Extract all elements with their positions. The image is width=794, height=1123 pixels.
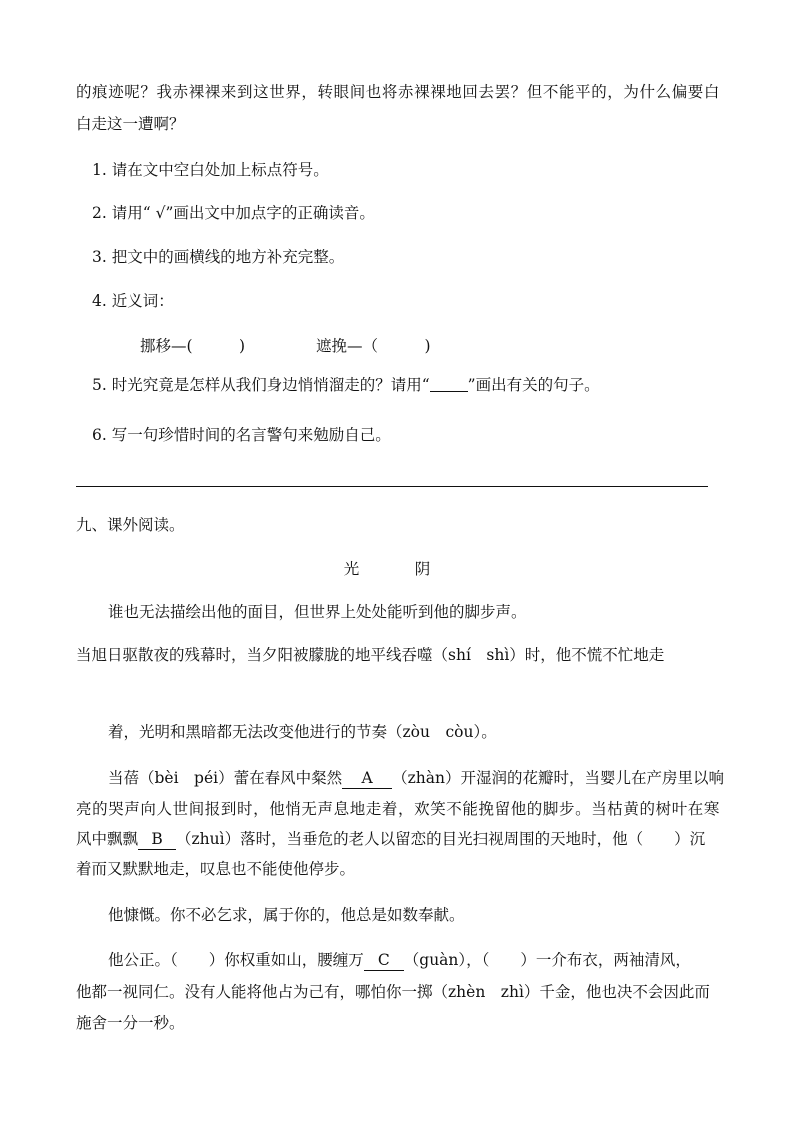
paragraph-text: （zhuì）落时，当垂危的老人以留恋的目光扫视周围的天地时，他（ ）沉 — [176, 830, 706, 848]
synonym-1: 挪移—( ) — [140, 337, 246, 355]
passage-title: 光 阴 — [343, 560, 451, 578]
paragraph: 他慷慨。你不必乞求，属于你的，他总是如数奉献。 — [108, 906, 465, 924]
paragraph-text: 当蓓（bèi péi）蕾在春风中粲然 — [108, 769, 343, 787]
question-4: 4. 近义词： — [92, 292, 174, 310]
question-1: 1. 请在文中空白处加上标点符号。 — [92, 161, 329, 179]
section-heading: 九、课外阅读。 — [76, 516, 185, 534]
paragraph: 当旭日驱散夜的残幕时，当夕阳被朦胧的地平线吞噬（shí shì）时，他不慌不忙地走 — [76, 646, 665, 664]
paragraph: 着而又默默地走，叹息也不能使他停步。 — [76, 860, 356, 878]
blank-c: C — [364, 950, 404, 971]
paragraph — [108, 950, 691, 971]
passage-line: 白走这一遭啊？ — [76, 115, 185, 133]
paragraph: 谁也无法描绘出他的面目，但世界上处处能听到他的脚步声。 — [108, 603, 527, 621]
paragraph-text: （zhàn）开湿润的花瓣时，当婴儿在产房里以响 — [392, 769, 724, 787]
paragraph: 施舍一分一秒。 — [76, 1014, 185, 1032]
question-3: 3. 把文中的画横线的地方补充完整。 — [92, 248, 345, 266]
paragraph-text: （guàn），（ ）一介布衣，两袖清风， — [403, 951, 691, 969]
question-6: 6. 写一句珍惜时间的名言警句来勉励自己。 — [92, 426, 391, 444]
paragraph-text: 他公正。（ ）你权重如山，腰缠万 — [108, 951, 364, 969]
passage-line: 的痕迹呢？我赤裸裸来到这世界，转眼间也将赤裸裸地回去罢？但不能平的，为什么偏要白 — [76, 83, 721, 101]
paragraph: 亮的哭声向人世间报到时，他悄无声息地走着，欢笑不能挽留他的脚步。当枯黄的树叶在寒 — [76, 800, 721, 818]
question-2: 2. 请用“ √”画出文中加点字的正确读音。 — [92, 204, 375, 222]
question-5-text: 5. 时光究竟是怎样从我们身边悄悄溜走的？请用“ — [92, 376, 430, 394]
paragraph-text: 风中飘飘 — [76, 830, 139, 848]
underline-sample — [430, 377, 468, 392]
blank-a: A — [342, 768, 392, 789]
question-5 — [92, 375, 600, 395]
paragraph — [108, 768, 724, 789]
paragraph: 着，光明和黑暗都无法改变他进行的节奏（zòu còu）。 — [108, 723, 497, 741]
answer-line — [76, 486, 708, 487]
question-5-text: ”画出有关的句子。 — [467, 376, 600, 394]
synonym-2: 遮挽—（ ) — [316, 337, 431, 355]
paragraph — [76, 829, 705, 850]
blank-b: B — [138, 829, 176, 850]
paragraph: 他都一视同仁。没有人能将他占为己有，哪怕你一掷（zhèn zhì）千金，他也决不会因此而 — [76, 983, 710, 1001]
